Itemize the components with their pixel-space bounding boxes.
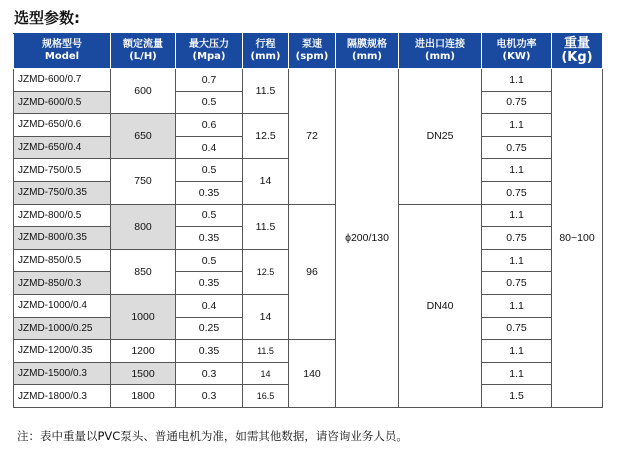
power-cell: 1.1: [482, 114, 552, 137]
flow-cell: 1200: [111, 340, 176, 363]
table-row: [14, 340, 603, 363]
pressure-cell: 0.35: [176, 227, 243, 250]
stroke-cell: 14: [243, 294, 289, 339]
model-cell: JZMD-750/0.5: [14, 159, 111, 182]
pressure-cell: 0.5: [176, 159, 243, 182]
header-speed: 泵速 (spm): [289, 34, 336, 69]
stroke-cell: 12.5: [243, 114, 289, 159]
spec-table: [13, 33, 603, 408]
table-row: [14, 204, 603, 227]
header-stroke: 行程 (mm): [243, 34, 289, 69]
header-diaphragm: 隔膜规格 (mm): [336, 34, 399, 69]
power-cell: 0.75: [482, 91, 552, 114]
model-cell: JZMD-1000/0.4: [14, 294, 111, 317]
port-cell: DN40: [399, 204, 482, 407]
stroke-cell: 11.5: [243, 204, 289, 249]
stroke-cell: 14: [243, 159, 289, 204]
power-cell: 1.1: [482, 294, 552, 317]
header-port: 进出口连接 (mm): [399, 34, 482, 69]
model-cell: JZMD-650/0.6: [14, 114, 111, 137]
diaphragm-cell: ϕ200/130: [336, 69, 399, 408]
stroke-cell: 11.5: [243, 340, 289, 363]
power-cell: 1.1: [482, 69, 552, 92]
model-cell: JZMD-1500/0.3: [14, 362, 111, 385]
pressure-cell: 0.35: [176, 181, 243, 204]
header-power: 电机功率 (KW): [482, 34, 552, 69]
power-cell: 1.1: [482, 249, 552, 272]
flow-cell: 1500: [111, 362, 176, 385]
stroke-cell: 11.5: [243, 69, 289, 114]
page-title: 选型参数:: [14, 9, 80, 27]
pressure-cell: 0.5: [176, 204, 243, 227]
power-cell: 0.75: [482, 227, 552, 250]
model-cell: JZMD-600/0.7: [14, 69, 111, 92]
pressure-cell: 0.5: [176, 249, 243, 272]
speed-cell: 140: [289, 340, 336, 408]
speed-cell: 96: [289, 204, 336, 340]
pressure-cell: 0.25: [176, 317, 243, 340]
pressure-cell: 0.35: [176, 272, 243, 295]
power-cell: 1.5: [482, 385, 552, 408]
header-weight: 重量 (Kg): [552, 34, 603, 69]
power-cell: 0.75: [482, 317, 552, 340]
footnote: 注：表中重量以PVC泵头、普通电机为准，如需其他数据，请咨询业务人员。: [17, 429, 408, 443]
power-cell: 1.1: [482, 159, 552, 182]
power-cell: 1.1: [482, 204, 552, 227]
power-cell: 1.1: [482, 340, 552, 363]
model-cell: JZMD-600/0.5: [14, 91, 111, 114]
flow-cell: 1000: [111, 294, 176, 339]
power-cell: 0.75: [482, 136, 552, 159]
pressure-cell: 0.3: [176, 362, 243, 385]
model-cell: JZMD-1800/0.3: [14, 385, 111, 408]
model-cell: JZMD-850/0.5: [14, 249, 111, 272]
pressure-cell: 0.7: [176, 69, 243, 92]
model-cell: JZMD-750/0.35: [14, 181, 111, 204]
pressure-cell: 0.5: [176, 91, 243, 114]
pressure-cell: 0.6: [176, 114, 243, 137]
model-cell: JZMD-800/0.5: [14, 204, 111, 227]
header-pressure: 最大压力 (Mpa): [176, 34, 243, 69]
table-row: [14, 69, 603, 92]
power-cell: 1.1: [482, 362, 552, 385]
flow-cell: 800: [111, 204, 176, 249]
power-cell: 0.75: [482, 181, 552, 204]
stroke-cell: 14: [243, 362, 289, 385]
stroke-cell: 12.5: [243, 249, 289, 294]
weight-cell: 80~100: [552, 69, 603, 408]
flow-cell: 850: [111, 249, 176, 294]
model-cell: JZMD-1000/0.25: [14, 317, 111, 340]
model-cell: JZMD-800/0.35: [14, 227, 111, 250]
speed-cell: 72: [289, 69, 336, 205]
pressure-cell: 0.4: [176, 294, 243, 317]
flow-cell: 600: [111, 69, 176, 114]
header-model: 规格型号 Model: [14, 34, 111, 69]
pressure-cell: 0.35: [176, 340, 243, 363]
model-cell: JZMD-850/0.3: [14, 272, 111, 295]
stroke-cell: 16.5: [243, 385, 289, 408]
pressure-cell: 0.4: [176, 136, 243, 159]
flow-cell: 650: [111, 114, 176, 159]
port-cell: DN25: [399, 69, 482, 205]
flow-cell: 1800: [111, 385, 176, 408]
model-cell: JZMD-650/0.4: [14, 136, 111, 159]
pressure-cell: 0.3: [176, 385, 243, 408]
model-cell: JZMD-1200/0.35: [14, 340, 111, 363]
power-cell: 0.75: [482, 272, 552, 295]
header-flow: 额定流量 (L/H): [111, 34, 176, 69]
flow-cell: 750: [111, 159, 176, 204]
table-header-row: [14, 34, 603, 69]
